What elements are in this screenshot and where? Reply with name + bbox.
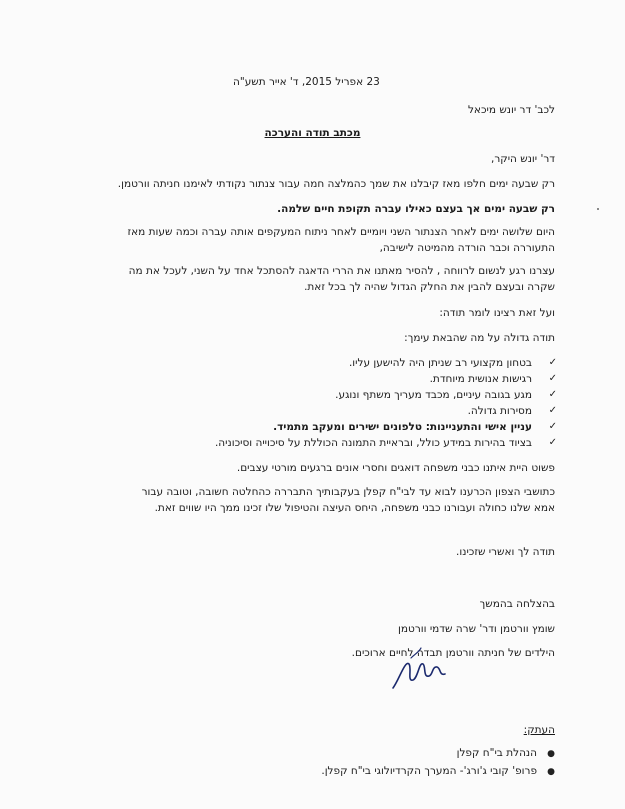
paragraph-1: רק שבעה ימים חלפו מאז קיבלנו את שמך כהמלצה חמה עבור צנתור נקודתי לאימנו חניתה וורטמן. (117, 178, 555, 190)
check-item-1: בטחון מקצועי רב שניתן היה להישען עליו. (348, 357, 532, 369)
paragraph-5: ועל זאת רצינו לומר תודה: (439, 307, 555, 319)
paragraph-2: רק שבעה ימים אך בעצם כאילו עברה תקופת חיים שלמה. (277, 203, 555, 215)
cc-item-1: הנהלת בי"ח קפלן (456, 747, 537, 759)
paragraph-8-line-1: כתושבי הצפון הכרענו לבוא עד לבי"ח קפלן בעקבותיך התבררה כהחלטה חשובה, וטובה עבור (141, 486, 555, 498)
scan-speck (597, 208, 599, 210)
paragraph-7: פשוט היית איתנו כבני משפחה דואגים וחסרי אונים ברגעים מורטי עצבים. (236, 462, 555, 474)
check-item-2: רגישות אנושית מיוחדת. (429, 373, 532, 385)
checkmark-icon: ✓ (548, 389, 557, 400)
checkmark-icon: ✓ (548, 437, 557, 448)
checkmark-icon: ✓ (548, 373, 557, 384)
greeting: דר' יונש היקר, (491, 153, 555, 165)
closing-line: בהצלחה בהמשך (479, 598, 555, 610)
checkmark-icon: ✓ (548, 357, 557, 368)
handwritten-signature (385, 640, 465, 700)
checkmark-icon: ✓ (548, 405, 557, 416)
paragraph-8-line-2: אמא שלנו כחולה ועבורנו כבני משפחה, היחס העיצה והטיפול שלו זכינו ממך היו שווים זאת. (154, 502, 555, 514)
children-line: הילדים של חניתה וורטמן תבדה לחיים ארוכים. (351, 647, 555, 659)
check-item-3: מגע בגובה עיניים, מכבד מעריך משתף ונוגע. (335, 389, 532, 401)
cc-item-2: פרופ' קובי ג'ורג'- המערך הקרדיולוגי בי"ח קפלן. (321, 765, 537, 777)
checkmark-icon: ✓ (548, 421, 557, 432)
letter-title: מכתב תודה והערכה (264, 127, 361, 139)
paragraph-3-line-2: התעוררה וכבר הורדה מהמיטה לישיבה, (379, 242, 555, 254)
paragraph-6: תודה גדולה על מה שהבאת עימך: (404, 332, 555, 344)
check-item-5: עניין אישי והתעניינות: טלפונים ישירים ומעקב מתמיד. (273, 421, 532, 433)
paragraph-4-line-1: עצרנו רגע לנשום לרווחה , להסיר מאתנו את הררי הדאגה להסתכל אחד על השני, לעכל את מה (128, 265, 555, 277)
recipient: לכב' דר יונש מיכאל (467, 104, 555, 116)
thanks-line: תודה לך ואשרי שזכינו. (456, 546, 555, 558)
check-item-4: מסירות גדולה. (467, 405, 532, 417)
check-item-6: בציוד בהירות במידע כולל, ובראיית התמונה הכוללת על סיכוייה וסיכוניה. (214, 437, 532, 449)
bullet-icon: ● (547, 749, 555, 759)
signers-line: שומץ וורטמן ודר' שרה שדמי וורטמן (398, 623, 555, 635)
bullet-icon: ● (547, 767, 555, 777)
cc-label: העתק: (523, 724, 555, 736)
paragraph-3-line-1: היום שלושה ימים לאחר הצנתור השני ויומיים לאחר ניתוח המעקפים אותה עברה וכמה שעות מאז (127, 226, 555, 238)
paragraph-4-line-2: שקרה ובעצם להבין את החלק הגדול שהיה לך בכל זאת. (304, 281, 555, 293)
date-line: 23 אפריל 2015, ד' אייר תשע"ה (233, 76, 380, 88)
